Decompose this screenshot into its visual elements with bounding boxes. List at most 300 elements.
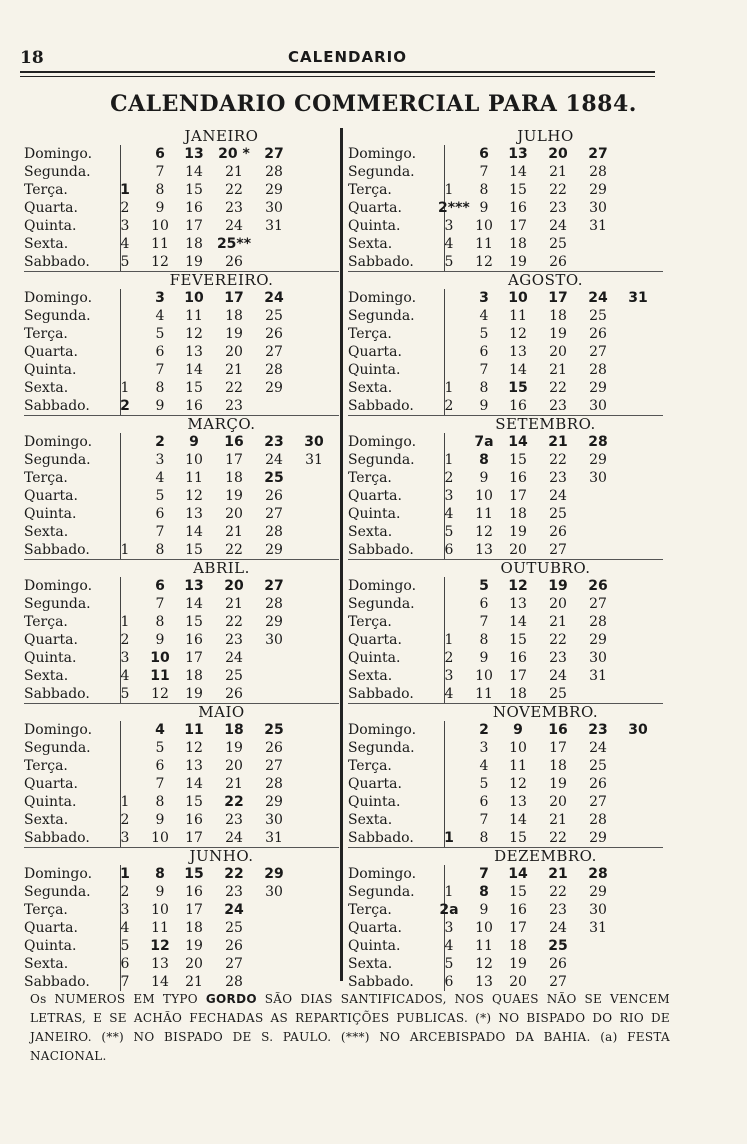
date-cell: 27 bbox=[589, 344, 607, 360]
calendar-row bbox=[348, 631, 663, 649]
date-cell: 5 bbox=[155, 740, 165, 756]
holiday-date: 10 bbox=[508, 290, 528, 306]
month-name: MARÇO. bbox=[187, 415, 256, 433]
date-cell: 26 bbox=[265, 740, 283, 756]
holiday-date: 19 bbox=[548, 578, 568, 594]
row-divider bbox=[444, 613, 445, 631]
calendar-row bbox=[24, 343, 339, 361]
holiday-date: 17 bbox=[224, 290, 244, 306]
calendar-row bbox=[24, 811, 339, 829]
date-cell: 8 bbox=[155, 542, 165, 558]
date-cell: 5 bbox=[444, 956, 454, 972]
date-cell: 10 bbox=[475, 920, 493, 936]
date-cell: 18 bbox=[509, 938, 527, 954]
date-cell: 26 bbox=[549, 254, 567, 270]
calendar-row bbox=[348, 487, 663, 505]
date-cell: 17 bbox=[185, 218, 203, 234]
calendar-row bbox=[24, 649, 339, 667]
date-cell: 30 bbox=[265, 884, 283, 900]
day-name: Domingo. bbox=[348, 290, 417, 306]
row-divider bbox=[120, 721, 121, 739]
date-cell: 17 bbox=[549, 740, 567, 756]
date-cell: 30 bbox=[589, 398, 607, 414]
date-cell: 4 bbox=[120, 920, 130, 936]
holiday-date: 17 bbox=[548, 290, 568, 306]
date-cell: 17 bbox=[185, 830, 203, 846]
holiday-date: 2 bbox=[479, 722, 489, 738]
date-cell: 19 bbox=[549, 776, 567, 792]
calendar-row bbox=[24, 145, 339, 163]
day-name: Quinta. bbox=[348, 506, 401, 522]
date-cell: 26 bbox=[589, 776, 607, 792]
date-cell: 21 bbox=[225, 596, 243, 612]
holiday-date: 24 bbox=[588, 290, 608, 306]
calendar-row bbox=[24, 361, 339, 379]
date-cell: 21 bbox=[549, 614, 567, 630]
day-name: Quarta. bbox=[24, 488, 78, 504]
date-cell: 22 bbox=[225, 542, 243, 558]
calendar-row bbox=[348, 937, 663, 955]
date-cell: 2 bbox=[120, 200, 130, 216]
row-divider bbox=[120, 163, 121, 181]
date-cell: 6 bbox=[155, 344, 165, 360]
date-cell: 10 bbox=[475, 488, 493, 504]
date-cell: 28 bbox=[265, 164, 283, 180]
date-cell: 20 bbox=[509, 542, 527, 558]
date-cell: 29 bbox=[589, 632, 607, 648]
date-cell: 16 bbox=[185, 398, 203, 414]
date-cell: 17 bbox=[509, 488, 527, 504]
day-name: Quarta. bbox=[348, 632, 402, 648]
calendar-row bbox=[348, 595, 663, 613]
row-divider bbox=[444, 793, 445, 811]
calendar-row bbox=[24, 955, 339, 973]
date-cell: 2 bbox=[120, 812, 130, 828]
holiday-date: 10 bbox=[150, 650, 170, 666]
row-divider bbox=[444, 739, 445, 757]
date-cell: 12 bbox=[185, 488, 203, 504]
holiday-date: 5 bbox=[479, 578, 489, 594]
date-cell: 15 bbox=[509, 632, 527, 648]
calendar-row bbox=[348, 577, 663, 595]
date-cell: 9 bbox=[155, 812, 165, 828]
date-cell: 17 bbox=[185, 902, 203, 918]
holiday-date: 6 bbox=[479, 146, 489, 162]
holiday-date: 15 bbox=[184, 866, 204, 882]
date-cell: 18 bbox=[509, 236, 527, 252]
date-cell: 7 bbox=[479, 362, 489, 378]
date-cell: 15 bbox=[509, 182, 527, 198]
date-cell: 15 bbox=[185, 614, 203, 630]
date-cell: 30 bbox=[589, 470, 607, 486]
date-cell: 30 bbox=[265, 200, 283, 216]
date-cell: 2 bbox=[444, 650, 454, 666]
date-cell: 16 bbox=[185, 884, 203, 900]
month-name: FEVEREIRO. bbox=[169, 271, 274, 289]
date-cell: 11 bbox=[509, 758, 527, 774]
day-name: Quinta. bbox=[24, 218, 77, 234]
date-cell: 13 bbox=[475, 974, 493, 990]
date-cell: 16 bbox=[509, 200, 527, 216]
holiday-date: 11 bbox=[150, 668, 170, 684]
month-block bbox=[348, 128, 663, 272]
row-divider bbox=[120, 595, 121, 613]
date-cell: 29 bbox=[589, 182, 607, 198]
holiday-date: 31 bbox=[628, 290, 648, 306]
date-cell: 2 bbox=[444, 398, 454, 414]
day-name: Quarta. bbox=[24, 920, 78, 936]
calendar-row bbox=[348, 541, 663, 559]
row-divider bbox=[444, 325, 445, 343]
date-cell: 4 bbox=[444, 236, 454, 252]
holiday-date: 11 bbox=[184, 722, 204, 738]
holiday-date: 8 bbox=[155, 866, 165, 882]
date-cell: 31 bbox=[265, 218, 283, 234]
date-cell: 18 bbox=[509, 686, 527, 702]
holiday-date: 2*** bbox=[438, 200, 470, 216]
date-cell: 4 bbox=[155, 470, 165, 486]
date-cell: 15 bbox=[185, 542, 203, 558]
calendar-row bbox=[348, 901, 663, 919]
holiday-date: 25 bbox=[264, 470, 284, 486]
date-cell: 6 bbox=[155, 506, 165, 522]
date-cell: 7 bbox=[479, 614, 489, 630]
calendar-row bbox=[348, 757, 663, 775]
calendar-row bbox=[348, 379, 663, 397]
calendar-row bbox=[348, 685, 663, 703]
date-cell: 20 bbox=[225, 344, 243, 360]
calendar-row bbox=[348, 199, 663, 217]
day-name: Domingo. bbox=[348, 722, 417, 738]
day-name: Segunda. bbox=[348, 452, 415, 468]
holiday-date: 23 bbox=[264, 434, 284, 450]
day-name: Quarta. bbox=[348, 920, 402, 936]
month-block bbox=[24, 128, 339, 272]
calendar-row bbox=[348, 307, 663, 325]
calendar-row bbox=[24, 829, 339, 847]
month-block bbox=[24, 848, 339, 991]
date-cell: 11 bbox=[509, 308, 527, 324]
date-cell: 14 bbox=[509, 164, 527, 180]
day-name: Segunda. bbox=[24, 884, 91, 900]
calendar-row bbox=[24, 595, 339, 613]
row-divider bbox=[120, 451, 121, 469]
date-cell: 21 bbox=[225, 362, 243, 378]
date-cell: 22 bbox=[549, 380, 567, 396]
row-divider bbox=[444, 163, 445, 181]
row-divider bbox=[120, 487, 121, 505]
date-cell: 5 bbox=[120, 938, 130, 954]
date-cell: 19 bbox=[225, 326, 243, 342]
holiday-date: 20 bbox=[548, 146, 568, 162]
date-cell: 13 bbox=[185, 506, 203, 522]
date-cell: 9 bbox=[155, 200, 165, 216]
date-cell: 14 bbox=[509, 812, 527, 828]
calendar-row bbox=[348, 397, 663, 415]
date-cell: 9 bbox=[479, 398, 489, 414]
date-cell: 6 bbox=[120, 956, 130, 972]
date-cell: 5 bbox=[155, 488, 165, 504]
date-cell: 7 bbox=[479, 164, 489, 180]
calendar-row bbox=[348, 829, 663, 847]
date-cell: 1 bbox=[120, 380, 130, 396]
day-name: Segunda. bbox=[348, 164, 415, 180]
date-cell: 4 bbox=[479, 308, 489, 324]
date-cell: 1 bbox=[444, 182, 454, 198]
date-cell: 24 bbox=[589, 740, 607, 756]
date-cell: 28 bbox=[265, 524, 283, 540]
date-cell: 23 bbox=[225, 398, 243, 414]
holiday-date: 13 bbox=[184, 146, 204, 162]
date-cell: 15 bbox=[509, 830, 527, 846]
date-cell: 24 bbox=[549, 668, 567, 684]
calendar-row bbox=[348, 505, 663, 523]
holiday-date: 21 bbox=[548, 434, 568, 450]
holiday-date: 1 bbox=[120, 866, 130, 882]
calendar-row bbox=[24, 631, 339, 649]
date-cell: 3 bbox=[120, 650, 130, 666]
calendar-row bbox=[348, 325, 663, 343]
date-cell: 24 bbox=[549, 218, 567, 234]
holiday-date: 27 bbox=[264, 146, 284, 162]
date-cell: 31 bbox=[305, 452, 323, 468]
date-cell: 25 bbox=[225, 920, 243, 936]
holiday-date: 22 bbox=[224, 794, 244, 810]
date-cell: 12 bbox=[151, 254, 169, 270]
calendar-row bbox=[24, 901, 339, 919]
row-divider bbox=[444, 775, 445, 793]
header-rule bbox=[20, 71, 655, 77]
row-divider bbox=[120, 775, 121, 793]
holiday-date: 22 bbox=[224, 866, 244, 882]
holiday-date: 6 bbox=[155, 146, 165, 162]
row-divider bbox=[120, 757, 121, 775]
date-cell: 29 bbox=[265, 182, 283, 198]
day-name: Sabbado. bbox=[348, 686, 414, 702]
date-cell: 26 bbox=[549, 524, 567, 540]
date-cell: 5 bbox=[444, 524, 454, 540]
date-cell: 5 bbox=[479, 326, 489, 342]
row-divider bbox=[444, 721, 445, 739]
date-cell: 29 bbox=[265, 380, 283, 396]
date-cell: 1 bbox=[120, 614, 130, 630]
date-cell: 12 bbox=[185, 326, 203, 342]
date-cell: 2 bbox=[120, 884, 130, 900]
date-cell: 9 bbox=[155, 632, 165, 648]
date-cell: 13 bbox=[509, 344, 527, 360]
day-name: Domingo. bbox=[24, 290, 93, 306]
row-divider bbox=[444, 865, 445, 883]
date-cell: 1 bbox=[444, 452, 454, 468]
holiday-date: 16 bbox=[224, 434, 244, 450]
day-name: Sexta. bbox=[24, 524, 69, 540]
date-cell: 1 bbox=[444, 884, 454, 900]
date-cell: 16 bbox=[185, 200, 203, 216]
calendar-row bbox=[24, 487, 339, 505]
calendar-row bbox=[24, 613, 339, 631]
calendar-row bbox=[24, 307, 339, 325]
date-cell: 22 bbox=[549, 830, 567, 846]
holiday-date: 16 bbox=[548, 722, 568, 738]
month-name: JANEIRO bbox=[184, 127, 259, 145]
day-name: Terça. bbox=[348, 470, 392, 486]
date-cell: 30 bbox=[265, 632, 283, 648]
date-cell: 14 bbox=[185, 362, 203, 378]
date-cell: 27 bbox=[549, 542, 567, 558]
date-cell: 21 bbox=[225, 776, 243, 792]
row-divider bbox=[120, 145, 121, 163]
date-cell: 22 bbox=[549, 182, 567, 198]
day-name: Segunda. bbox=[348, 740, 415, 756]
date-cell: 26 bbox=[225, 686, 243, 702]
calendar-row bbox=[348, 919, 663, 937]
day-name: Quarta. bbox=[24, 632, 78, 648]
date-cell: 10 bbox=[475, 218, 493, 234]
date-cell: 14 bbox=[509, 614, 527, 630]
holiday-date: 27 bbox=[264, 578, 284, 594]
month-name: OUTUBRO. bbox=[500, 559, 591, 577]
date-cell: 4 bbox=[479, 758, 489, 774]
date-cell: 24 bbox=[549, 920, 567, 936]
column-divider bbox=[340, 128, 343, 981]
page-number: 18 bbox=[20, 48, 44, 68]
holiday-date: 25 bbox=[548, 938, 568, 954]
date-cell: 18 bbox=[225, 470, 243, 486]
day-name: Segunda. bbox=[348, 884, 415, 900]
date-cell: 21 bbox=[225, 524, 243, 540]
day-name: Domingo. bbox=[24, 146, 93, 162]
holiday-date: 24 bbox=[264, 290, 284, 306]
month-name: DEZEMBRO. bbox=[494, 847, 597, 865]
calendar-row bbox=[348, 343, 663, 361]
date-cell: 20 bbox=[549, 794, 567, 810]
month-block bbox=[24, 272, 339, 416]
calendar-row bbox=[348, 775, 663, 793]
holiday-date: 25** bbox=[216, 236, 252, 252]
date-cell: 25 bbox=[265, 308, 283, 324]
running-title: CALENDARIO bbox=[288, 48, 407, 66]
date-cell: 2 bbox=[444, 470, 454, 486]
date-cell: 24 bbox=[225, 650, 243, 666]
date-cell: 30 bbox=[589, 650, 607, 666]
day-name: Sexta. bbox=[348, 236, 393, 252]
row-divider bbox=[444, 811, 445, 829]
date-cell: 19 bbox=[509, 524, 527, 540]
date-cell: 10 bbox=[509, 740, 527, 756]
date-cell: 21 bbox=[549, 164, 567, 180]
page-title: CALENDARIO COMMERCIAL PARA 1884. bbox=[110, 91, 637, 117]
calendar-row bbox=[24, 181, 339, 199]
day-name: Quinta. bbox=[348, 794, 401, 810]
day-name: Sabbado. bbox=[24, 398, 90, 414]
date-cell: 2 bbox=[120, 632, 130, 648]
day-name: Domingo. bbox=[348, 146, 417, 162]
calendar-row bbox=[24, 505, 339, 523]
date-cell: 31 bbox=[265, 830, 283, 846]
date-cell: 14 bbox=[185, 524, 203, 540]
date-cell: 7 bbox=[120, 974, 130, 990]
date-cell: 7 bbox=[155, 524, 165, 540]
date-cell: 30 bbox=[589, 200, 607, 216]
date-cell: 1 bbox=[444, 380, 454, 396]
day-name: Quinta. bbox=[24, 506, 77, 522]
date-cell: 5 bbox=[155, 326, 165, 342]
calendar-row bbox=[24, 577, 339, 595]
calendar-row bbox=[24, 253, 339, 271]
calendar-row bbox=[348, 469, 663, 487]
date-cell: 22 bbox=[549, 632, 567, 648]
date-cell: 8 bbox=[479, 830, 489, 846]
date-cell: 22 bbox=[225, 380, 243, 396]
month-name: JUNHO. bbox=[189, 847, 254, 865]
calendar-row bbox=[348, 721, 663, 739]
date-cell: 11 bbox=[475, 236, 493, 252]
day-name: Quinta. bbox=[348, 650, 401, 666]
date-cell: 25 bbox=[225, 668, 243, 684]
row-divider bbox=[444, 433, 445, 451]
date-cell: 29 bbox=[265, 542, 283, 558]
date-cell: 25 bbox=[549, 236, 567, 252]
holiday-date: 26 bbox=[588, 578, 608, 594]
month-name: JULHO bbox=[517, 127, 574, 145]
date-cell: 31 bbox=[589, 920, 607, 936]
row-divider bbox=[120, 469, 121, 487]
date-cell: 13 bbox=[185, 758, 203, 774]
date-cell: 28 bbox=[589, 812, 607, 828]
date-cell: 11 bbox=[151, 920, 169, 936]
date-cell: 9 bbox=[479, 200, 489, 216]
day-name: Segunda. bbox=[348, 308, 415, 324]
calendar-row bbox=[24, 685, 339, 703]
date-cell: 27 bbox=[225, 956, 243, 972]
date-cell: 25 bbox=[589, 758, 607, 774]
day-name: Sexta. bbox=[348, 380, 393, 396]
date-cell: 17 bbox=[509, 668, 527, 684]
date-cell: 7 bbox=[155, 776, 165, 792]
date-cell: 22 bbox=[225, 614, 243, 630]
date-cell: 7 bbox=[479, 812, 489, 828]
date-cell: 20 bbox=[549, 596, 567, 612]
calendar-row bbox=[24, 379, 339, 397]
date-cell: 4 bbox=[444, 506, 454, 522]
left-column-jan-jun bbox=[24, 128, 339, 991]
calendar-row bbox=[24, 235, 339, 253]
date-cell: 23 bbox=[549, 470, 567, 486]
day-name: Domingo. bbox=[348, 578, 417, 594]
footnote bbox=[30, 990, 670, 1066]
holiday-date: 9 bbox=[513, 722, 523, 738]
day-name: Quinta. bbox=[24, 794, 77, 810]
day-name: Sabbado. bbox=[348, 254, 414, 270]
calendar-row bbox=[348, 181, 663, 199]
date-cell: 11 bbox=[475, 686, 493, 702]
row-divider bbox=[120, 361, 121, 379]
calendar-row bbox=[348, 163, 663, 181]
date-cell: 22 bbox=[549, 452, 567, 468]
date-cell: 28 bbox=[265, 776, 283, 792]
day-name: Sabbado. bbox=[348, 974, 414, 990]
holiday-date: 29 bbox=[264, 866, 284, 882]
date-cell: 6 bbox=[479, 344, 489, 360]
day-name: Segunda. bbox=[24, 164, 91, 180]
holiday-date: 8 bbox=[479, 452, 489, 468]
date-cell: 11 bbox=[475, 938, 493, 954]
holiday-date: 28 bbox=[588, 434, 608, 450]
row-divider bbox=[120, 505, 121, 523]
calendar-row bbox=[348, 955, 663, 973]
date-cell: 19 bbox=[225, 488, 243, 504]
date-cell: 16 bbox=[509, 398, 527, 414]
